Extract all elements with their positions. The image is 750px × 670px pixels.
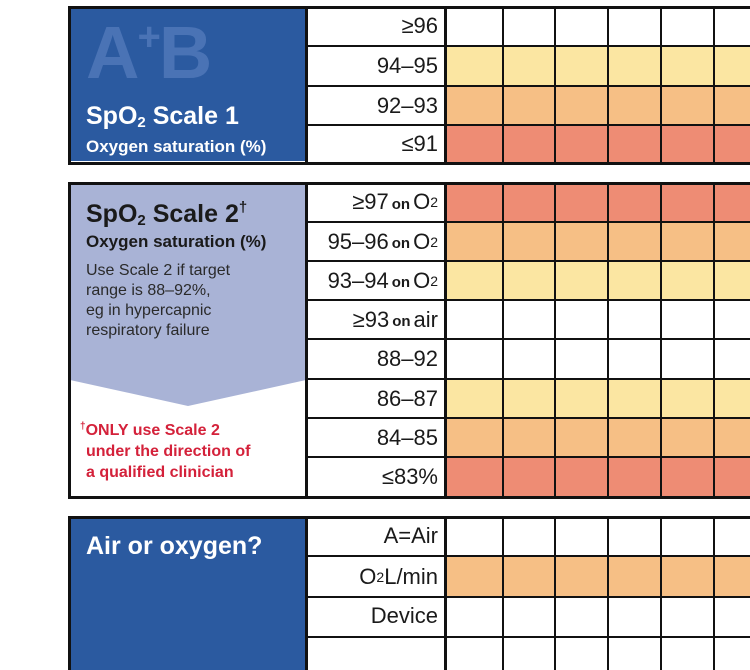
- score-cell: [608, 516, 661, 556]
- row-label-text: [384, 516, 438, 556]
- row-label-on: on: [392, 313, 411, 330]
- score-cell: [446, 182, 503, 222]
- score-cell: [446, 457, 503, 497]
- scale1-row-label: [306, 86, 446, 125]
- grid-line-v: [68, 182, 71, 497]
- score-cell: [661, 261, 714, 300]
- grid-line-v: [554, 516, 556, 670]
- score-cell: [503, 182, 555, 222]
- grid-line-v: [554, 6, 556, 163]
- scale1-row-label: [306, 46, 446, 86]
- score-cell: [503, 418, 555, 457]
- row-label-tail: O: [413, 267, 431, 293]
- score-cell: [503, 222, 555, 261]
- scale2-subtitle: Oxygen saturation (%): [86, 232, 267, 251]
- scale2-row-label: [306, 457, 446, 497]
- score-cell: [503, 261, 555, 300]
- grid-line-v: [305, 516, 308, 670]
- score-cell: [661, 86, 714, 125]
- row-label-tail: air: [413, 306, 438, 332]
- score-cell: [661, 6, 714, 46]
- score-cell: [714, 182, 750, 222]
- scale1-subtitle: Oxygen saturation (%): [86, 137, 267, 156]
- score-cell: [608, 86, 661, 125]
- score-cell: [503, 339, 555, 379]
- row-label-value: 84–85: [376, 424, 438, 450]
- score-cell: [555, 125, 608, 163]
- scale2-row-label: [306, 261, 446, 300]
- row-label-text: [359, 556, 438, 597]
- score-cell: [503, 457, 555, 497]
- grid-line-h: [306, 338, 750, 340]
- score-cell: [608, 457, 661, 497]
- score-cell: [503, 125, 555, 163]
- row-label-tail: O: [413, 228, 431, 254]
- row-label-label: ≥96: [401, 13, 438, 38]
- score-cell: [555, 418, 608, 457]
- score-cell: [446, 125, 503, 163]
- row-label-text: [401, 125, 438, 163]
- score-cell: [661, 339, 714, 379]
- grid-line-v: [502, 6, 504, 163]
- score-cell: [661, 379, 714, 418]
- score-cell: [503, 6, 555, 46]
- row-label-on: on: [391, 195, 411, 213]
- score-cell: [503, 86, 555, 125]
- row-label-text: [352, 182, 438, 222]
- grid-line-v: [607, 6, 609, 163]
- score-cell: [714, 6, 750, 46]
- grid-line-h: [68, 6, 750, 9]
- score-cell: [446, 556, 503, 597]
- grid-line-h: [68, 162, 750, 165]
- score-cell: [503, 379, 555, 418]
- scale2-row-label: [306, 182, 446, 222]
- score-cell: [608, 339, 661, 379]
- score-cell: [714, 597, 750, 637]
- score-cell: [555, 597, 608, 637]
- score-cell: [714, 125, 750, 163]
- grid-line-v: [68, 6, 71, 163]
- score-cell: [661, 556, 714, 597]
- air-title: Air or oxygen?: [86, 532, 263, 560]
- score-cell: [661, 516, 714, 556]
- score-cell: [446, 339, 503, 379]
- scale1-panel: [70, 8, 306, 161]
- score-cell: [714, 222, 750, 261]
- row-label-text: [328, 261, 438, 300]
- score-cell: [714, 86, 750, 125]
- row-label-label: 92–93: [376, 92, 438, 118]
- score-cell: [608, 261, 661, 300]
- score-cell: [714, 418, 750, 457]
- row-label-value: 86–87: [376, 385, 438, 411]
- air-row-label: [306, 556, 446, 597]
- scale2-row-label: [306, 418, 446, 457]
- air-row-label: [306, 516, 446, 556]
- row-label-value_sub: 2: [376, 568, 385, 585]
- row-label-tail_sub: 2: [430, 233, 438, 250]
- score-cell: [714, 457, 750, 497]
- grid-line-h: [306, 260, 750, 262]
- score-cell: [446, 222, 503, 261]
- grid-line-v: [607, 182, 609, 497]
- row-label-text: [377, 379, 438, 418]
- row-label-tail_sub: 2: [430, 194, 438, 210]
- score-cell: [446, 86, 503, 125]
- grid-line-v: [305, 182, 308, 497]
- row-label-text: [353, 300, 438, 339]
- score-cell: [555, 457, 608, 497]
- grid-line-h: [306, 417, 750, 419]
- score-cell: [446, 300, 503, 339]
- grid-line-h: [306, 596, 750, 598]
- grid-line-v: [660, 6, 662, 163]
- score-cell: [714, 339, 750, 379]
- grid-line-h: [68, 516, 750, 519]
- grid-line-v: [444, 6, 447, 163]
- scale1-row-label: [306, 125, 446, 163]
- scale1-title: SpO$_2$ Scale 1: [86, 102, 239, 131]
- row-label-label: ≤91: [401, 131, 438, 156]
- row-label-unit: L/min: [384, 563, 438, 589]
- score-cell: [714, 379, 750, 418]
- score-cell: [555, 556, 608, 597]
- row-label-label: 94–95: [376, 53, 438, 78]
- row-label-value: ≤83%: [381, 464, 438, 489]
- scale2-note: Use Scale 2 if target range is 88–92%, eg in hypercapnic respiratory failure: [86, 262, 231, 339]
- grid-line-v: [713, 516, 715, 670]
- scale2-row-label: [306, 379, 446, 418]
- grid-line-v: [713, 182, 715, 497]
- score-cell: [661, 222, 714, 261]
- grid-line-v: [713, 6, 715, 163]
- score-cell: [446, 418, 503, 457]
- score-cell: [555, 6, 608, 46]
- score-cell: [446, 6, 503, 46]
- score-cell: [714, 556, 750, 597]
- score-cell: [608, 222, 661, 261]
- grid-line-h: [306, 299, 750, 301]
- scale1-row-label: [306, 6, 446, 46]
- score-cell: [555, 516, 608, 556]
- score-cell: [503, 516, 555, 556]
- score-cell: [608, 300, 661, 339]
- score-cell: [661, 182, 714, 222]
- grid-line-h: [306, 85, 750, 87]
- grid-line-h: [306, 636, 750, 638]
- row-label-text: [382, 457, 438, 497]
- grid-line-v: [502, 516, 504, 670]
- score-cell: [608, 418, 661, 457]
- score-cell: [503, 597, 555, 637]
- score-cell: [661, 300, 714, 339]
- score-cell: [503, 300, 555, 339]
- row-label-text: [377, 46, 438, 86]
- scale2-row-label: [306, 300, 446, 339]
- scale2-title: SpO$_2$ Scale 2†: [86, 199, 248, 229]
- score-cell: [555, 222, 608, 261]
- row-label-tail_sub: 2: [430, 272, 438, 289]
- score-cell: [555, 261, 608, 300]
- grid-line-v: [502, 182, 504, 497]
- row-label-value: Device: [370, 603, 438, 628]
- score-cell: [555, 379, 608, 418]
- score-cell: [555, 182, 608, 222]
- row-label-text: [328, 222, 438, 261]
- scale2-row-label: [306, 222, 446, 261]
- grid-line-h: [306, 555, 750, 557]
- row-label-text: [401, 6, 438, 46]
- row-label-value: ≥93: [352, 306, 390, 332]
- score-cell: [608, 46, 661, 86]
- score-cell: [555, 46, 608, 86]
- score-cell: [661, 597, 714, 637]
- row-label-value: 93–94: [327, 267, 389, 293]
- grid-line-h: [306, 124, 750, 126]
- grid-line-v: [660, 182, 662, 497]
- row-label-text: [377, 86, 438, 125]
- score-cell: [555, 86, 608, 125]
- grid-line-v: [68, 516, 71, 670]
- scale2-row-label: [306, 339, 446, 379]
- row-label-value: ≥97: [352, 189, 389, 214]
- score-cell: [608, 6, 661, 46]
- row-label-value: 88–92: [376, 346, 438, 371]
- row-label-text: [377, 418, 438, 457]
- air-row-label: [306, 597, 446, 637]
- score-cell: [446, 516, 503, 556]
- row-label-tail: O: [413, 189, 431, 214]
- score-cell: [661, 418, 714, 457]
- score-cell: [555, 300, 608, 339]
- ab-badge: A+B: [86, 11, 211, 94]
- row-label-text: [377, 339, 438, 379]
- score-cell: [503, 46, 555, 86]
- row-label-value: O: [359, 563, 377, 589]
- grid-line-v: [554, 182, 556, 497]
- row-label-value: 95–96: [327, 228, 389, 254]
- grid-line-h: [306, 456, 750, 458]
- score-cell: [714, 261, 750, 300]
- row-label-on: on: [391, 235, 411, 252]
- score-cell: [503, 556, 555, 597]
- score-cell: [608, 125, 661, 163]
- score-cell: [446, 261, 503, 300]
- row-label-on: on: [391, 274, 411, 291]
- score-cell: [446, 46, 503, 86]
- score-cell: [714, 300, 750, 339]
- grid-line-h: [68, 496, 750, 499]
- score-cell: [661, 46, 714, 86]
- score-cell: [608, 597, 661, 637]
- scale2-warning: †ONLY use Scale 2 under the direction of a qualified clinician: [80, 421, 251, 481]
- score-cell: [608, 556, 661, 597]
- grid-line-v: [305, 6, 308, 163]
- row-label-value: A=Air: [383, 523, 438, 548]
- row-label-text: [371, 597, 438, 637]
- score-cell: [661, 125, 714, 163]
- grid-line-v: [660, 516, 662, 670]
- grid-line-h: [306, 45, 750, 47]
- score-cell: [608, 379, 661, 418]
- grid-line-v: [607, 516, 609, 670]
- grid-line-h: [306, 378, 750, 380]
- grid-line-h: [306, 221, 750, 223]
- score-cell: [608, 182, 661, 222]
- score-cell: [714, 46, 750, 86]
- score-cell: [446, 379, 503, 418]
- grid-line-h: [68, 182, 750, 185]
- score-cell: [555, 339, 608, 379]
- grid-line-v: [444, 182, 447, 497]
- score-cell: [446, 597, 503, 637]
- grid-line-v: [444, 516, 447, 670]
- air-panel: [70, 516, 306, 670]
- score-cell: [661, 457, 714, 497]
- score-cell: [714, 516, 750, 556]
